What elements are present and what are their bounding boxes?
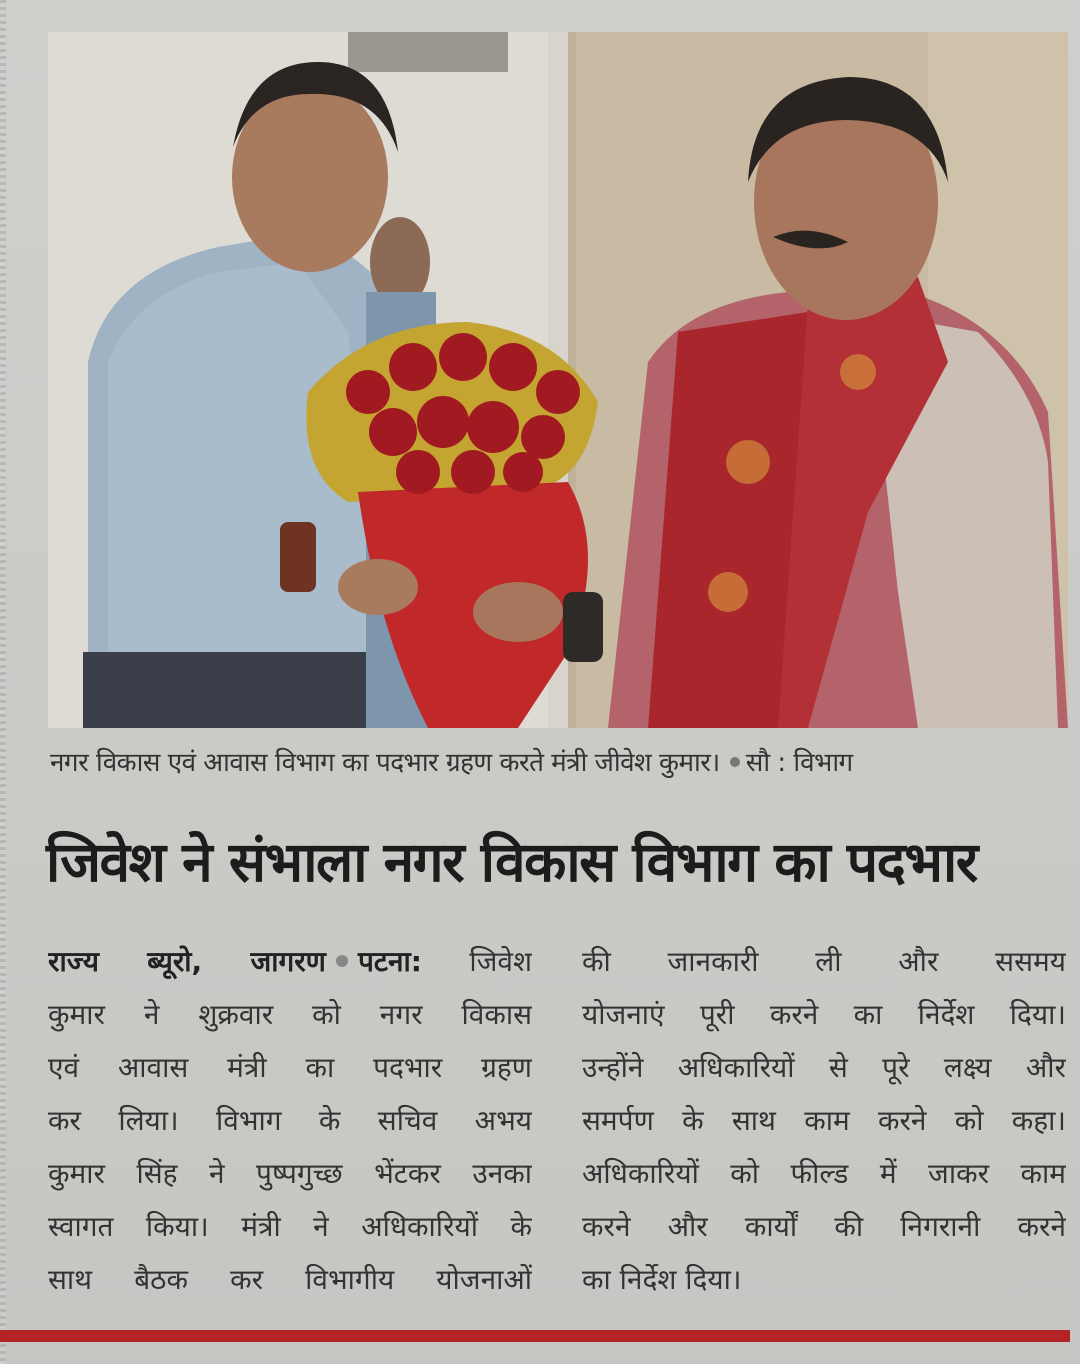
- photo-caption: [50, 740, 1070, 786]
- bullet-icon: [730, 757, 740, 767]
- bottom-rule: [0, 1330, 1070, 1342]
- article-line: कुमार ने शुक्रवार को नगर विकास: [48, 998, 532, 1031]
- caption-text: नगर विकास एवं आवास विभाग का पदभार ग्रहण करते मंत्री जीवेश कुमार।: [50, 748, 720, 778]
- bullet-icon: [336, 955, 348, 967]
- page-edge: [0, 0, 6, 1364]
- byline: राज्य ब्यूरो, जागरण: [48, 945, 326, 978]
- article-line: स्वागत किया। मंत्री ने अधिकारियों के: [48, 1210, 532, 1243]
- headline: जिवेश ने संभाला नगर विकास विभाग का पदभार: [46, 830, 977, 894]
- article-line: उन्होंने अधिकारियों से पूरे लक्ष्य और: [582, 1051, 1066, 1084]
- article-line: योजनाएं पूरी करने का निर्देश दिया।: [582, 998, 1066, 1031]
- article-column-left: [48, 935, 532, 1306]
- photo-icon: [48, 32, 1068, 728]
- article-line: का निर्देश दिया।: [582, 1263, 742, 1296]
- dateline: पटना:: [357, 945, 422, 978]
- article-line: कुमार सिंह ने पुष्पगुच्छ भेंटकर उनका: [48, 1157, 532, 1190]
- article-text: जिवेश: [469, 945, 532, 978]
- article-line: एवं आवास मंत्री का पदभार ग्रहण: [48, 1051, 532, 1084]
- article-line: की जानकारी ली और ससमय: [582, 945, 1066, 978]
- article-line: साथ बैठक कर विभागीय योजनाओं: [48, 1263, 532, 1296]
- article-line: अधिकारियों को फील्ड में जाकर काम: [582, 1157, 1066, 1190]
- article-line: करने और कार्यों की निगरानी करने: [582, 1210, 1066, 1243]
- article-line: [48, 935, 532, 988]
- news-photo: [48, 32, 1068, 728]
- article-line: समर्पण के साथ काम करने को कहा।: [582, 1104, 1066, 1137]
- caption-credit: सौ : विभाग: [745, 748, 853, 778]
- article-column-right: [582, 935, 1066, 1306]
- article-line: कर लिया। विभाग के सचिव अभय: [48, 1104, 532, 1137]
